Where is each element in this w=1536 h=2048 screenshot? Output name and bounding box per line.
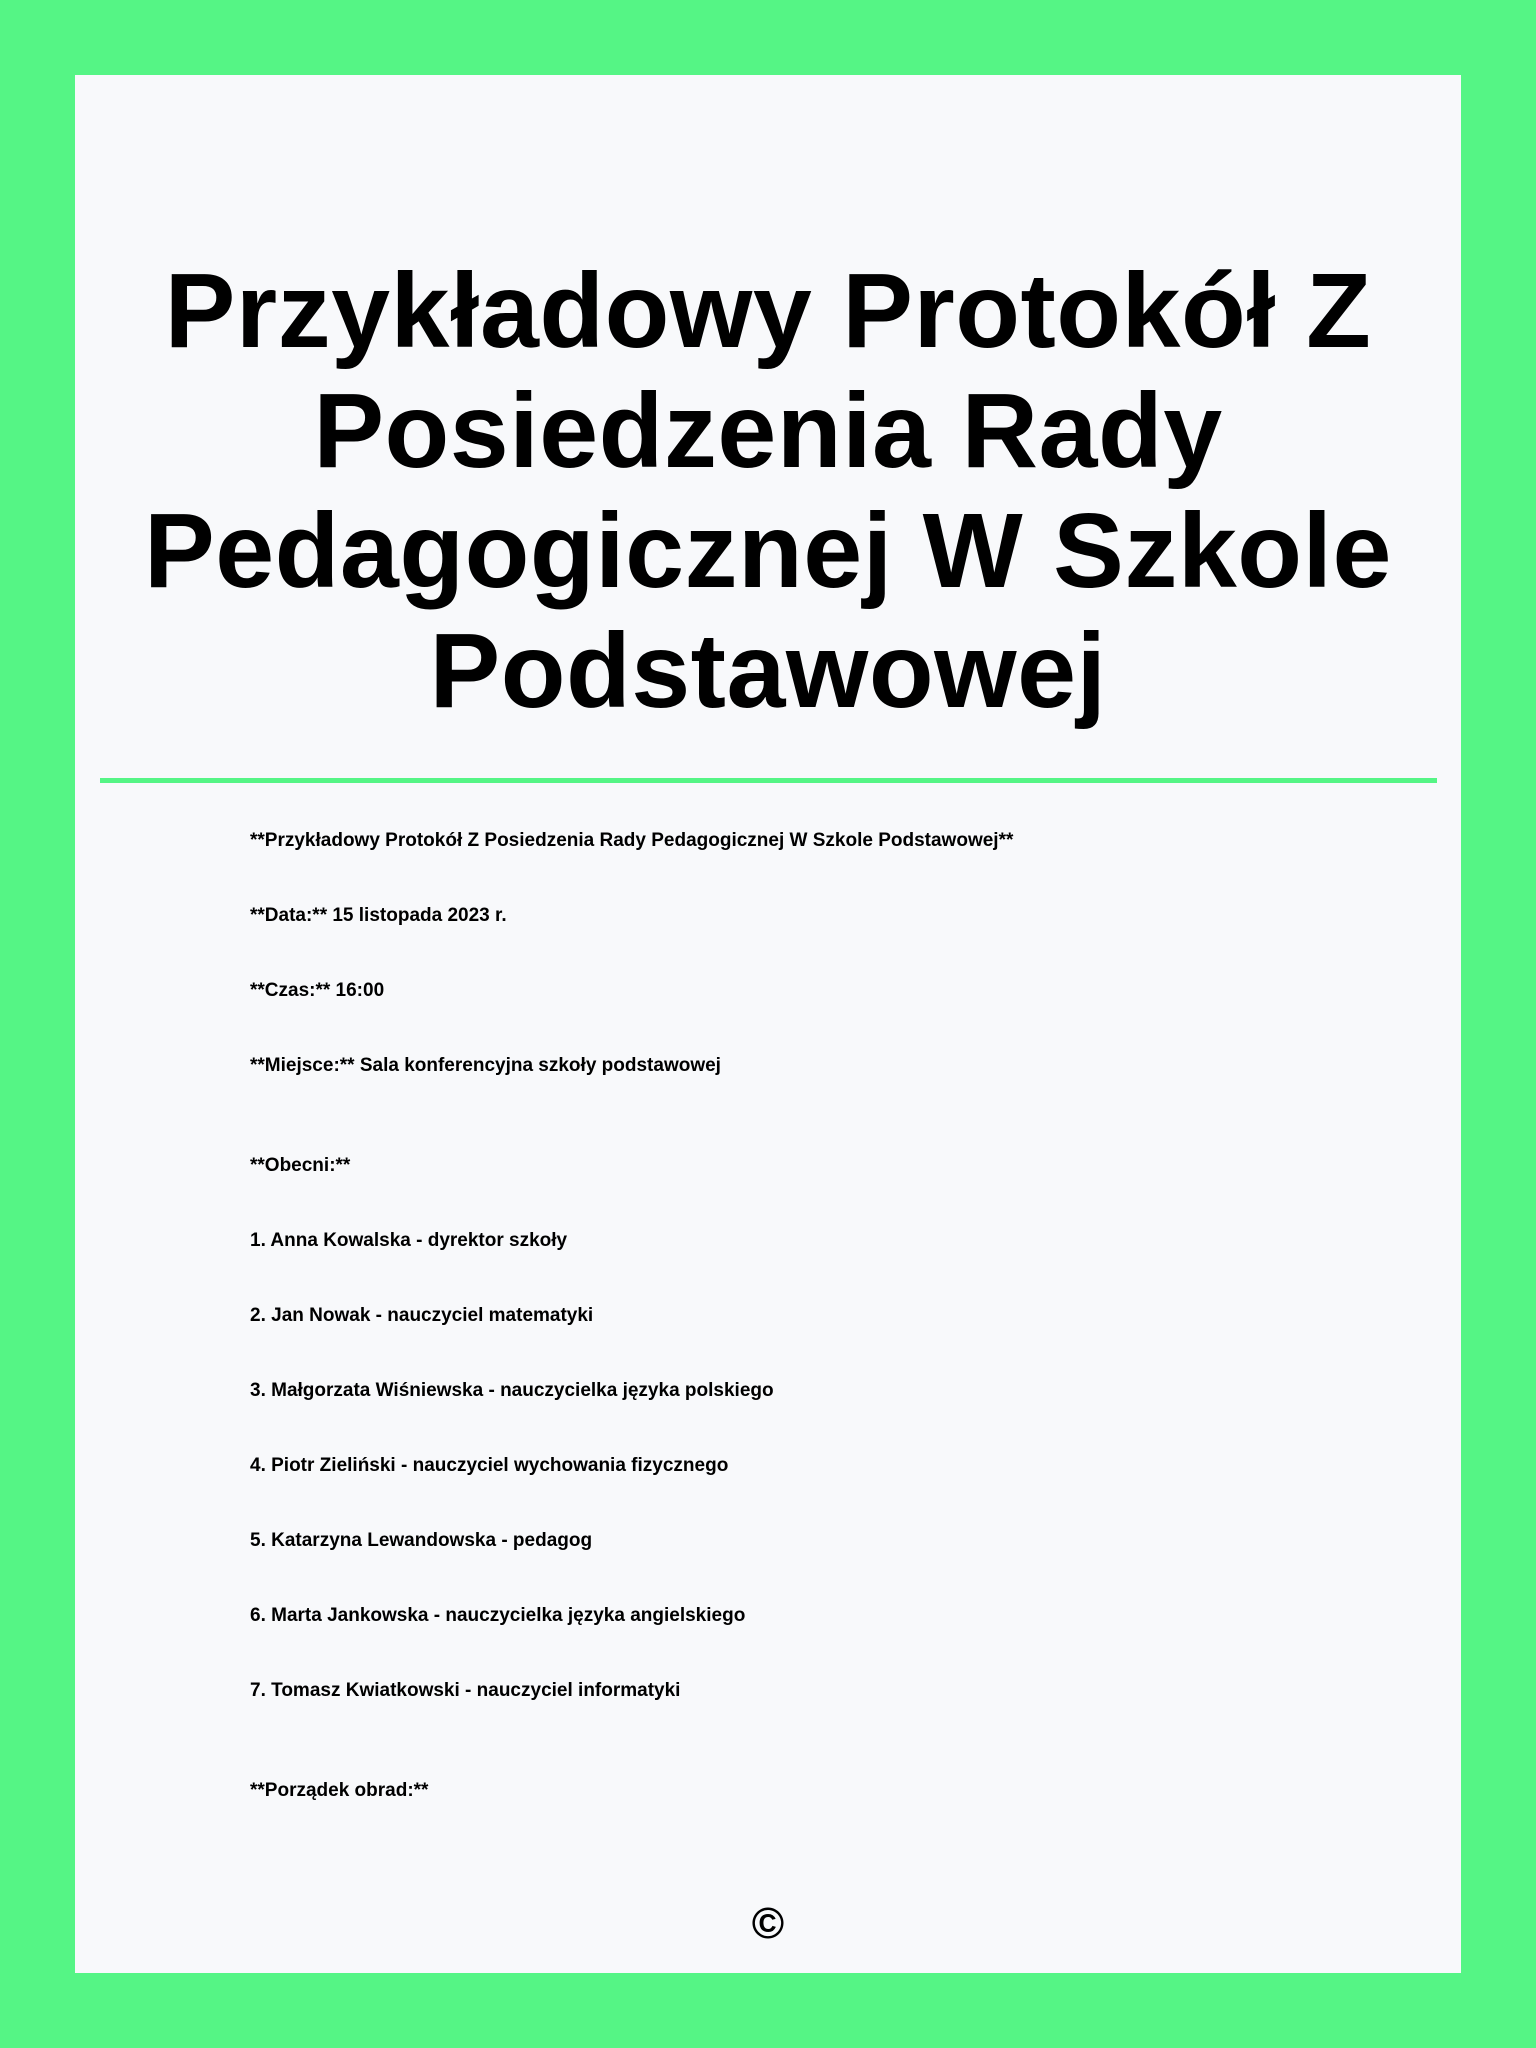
place-line: **Miejsce:** Sala konferencyjna szkoły podstawowej: [250, 1055, 721, 1076]
attendee-item: 4. Piotr Zieliński - nauczyciel wychowania fizycznego: [250, 1455, 729, 1476]
attendee-item: 3. Małgorzata Wiśniewska - nauczycielka języka polskiego: [250, 1380, 774, 1401]
title-divider: [100, 778, 1437, 783]
copyright-icon: ©: [751, 1899, 785, 1948]
document-page: [75, 75, 1461, 1973]
agenda-heading: **Porządek obrad:**: [250, 1780, 429, 1801]
header-line: **Przykładowy Protokół Z Posiedzenia Rady Pedagogicznej W Szkole Podstawowej**: [250, 830, 1014, 851]
document-title: Przykładowy Protokół Z Posiedzenia Rady Pedagogicznej W Szkole Podstawowej: [144, 252, 1392, 730]
present-heading: **Obecni:**: [250, 1155, 351, 1176]
attendee-item: 2. Jan Nowak - nauczyciel matematyki: [250, 1305, 594, 1326]
attendee-item: 1. Anna Kowalska - dyrektor szkoły: [250, 1230, 568, 1251]
date-line: **Data:** 15 listopada 2023 r.: [250, 905, 507, 926]
attendee-item: 7. Tomasz Kwiatkowski - nauczyciel informatyki: [250, 1680, 681, 1701]
attendee-item: 5. Katarzyna Lewandowska - pedagog: [250, 1530, 593, 1551]
time-line: **Czas:** 16:00: [250, 980, 385, 1001]
attendee-item: 6. Marta Jankowska - nauczycielka języka angielskiego: [250, 1605, 746, 1626]
